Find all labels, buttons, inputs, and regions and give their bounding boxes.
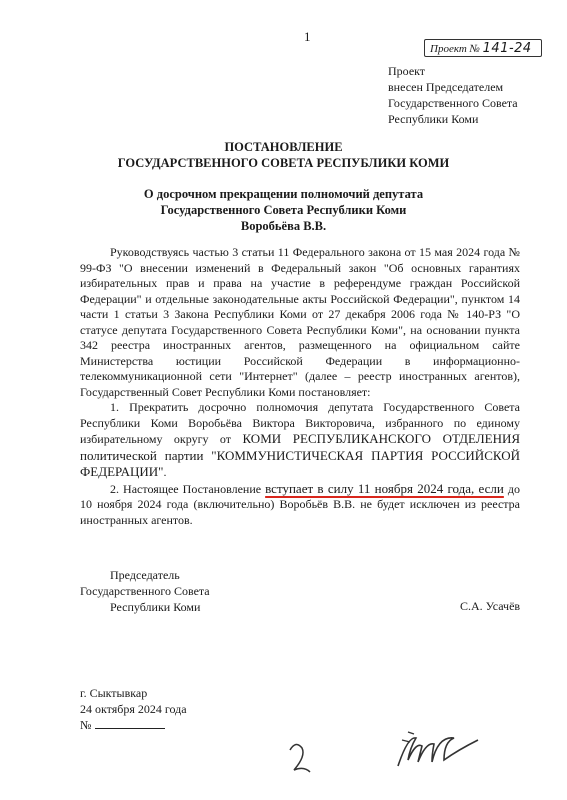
signature-mark <box>402 732 414 742</box>
subject-line: Воробьёва В.В. <box>240 219 327 233</box>
document-title <box>0 139 567 171</box>
document-subject <box>0 186 567 234</box>
item-2-underlined: вступает в силу 11 ноября 2024 года, если <box>265 480 504 496</box>
item-2-paragraph <box>80 481 520 529</box>
preamble-paragraph: Руководствуясь частью 3 статьи 11 Федерального закона от 15 мая 2024 года № 99-ФЗ "О внесении изменений в Федеральный закон "Об основных гарантиях избирательных прав и права на участие в референдуме граждан Российской Федерации" и отдельные законодательные акты Российской Федерации", пунктом 14 части 1 статьи 3 Закона Республики Коми от 27 декабря 2006 года № 140-РЗ "О статусе депутата Государственного Совета Республики Коми", на основании пункта 342 реестра иностранных агентов, размещенного на официальном сайте Министерства юстиции Российской Федерации в информационно-телекоммуникационной сети "Интернет" (далее – реестр иностранных агентов), Государственный Совет Республики Коми постановляет: <box>80 245 520 399</box>
subject-line: О досрочном прекращении полномочий депутата <box>143 187 424 201</box>
submitted-line: Республики Коми <box>388 112 479 126</box>
signature-mark <box>398 738 478 766</box>
item-1-text: 1. Прекратить досрочно полномочия депутата Государственного Совета Республики Коми Воробьёва Виктора Викторовича, избранного по единому избирательному округу от <box>80 400 520 446</box>
date: 24 октября 2024 года <box>80 702 187 716</box>
title-line: ПОСТАНОВЛЕНИЕ <box>224 140 343 154</box>
city: г. Сыктывкар <box>80 686 148 700</box>
number-line <box>80 717 187 733</box>
signer-name: С.А. Усачёв <box>460 599 521 613</box>
submitted-line: Проект <box>388 64 426 78</box>
signer-line: Председатель <box>110 568 180 582</box>
subject-line: Государственного Совета Республики Коми <box>160 203 407 217</box>
number-label: № <box>80 718 92 732</box>
signature-mark <box>290 744 310 772</box>
place-date-block <box>80 685 187 733</box>
resolution-body <box>80 245 520 528</box>
item-1-party: КОМИ РЕСПУБЛИКАНСКОГО ОТДЕЛЕНИЯ политической партии "КОММУНИСТИЧЕСКАЯ ПАРТИЯ РОССИЙСКОЙ ФЕДЕРАЦИИ" <box>80 431 521 479</box>
stamp-label: Проект № <box>430 43 480 55</box>
handwritten-signature <box>280 722 500 782</box>
item-2-after: до 10 ноября 2024 года (включительно) Воробьёв В.В. не будет исключен из реестра иностранных агентов. <box>80 481 521 527</box>
submitted-line: внесен Председателем <box>388 80 504 94</box>
item-2-before: 2. Настоящее Постановление <box>110 481 262 496</box>
stamp-number: 141-24 <box>482 41 532 56</box>
number-blank <box>95 717 165 729</box>
item-1-end: . <box>163 465 167 479</box>
submitted-line: Государственного Совета <box>388 96 518 110</box>
project-number-stamp <box>424 39 542 57</box>
signer-line: Государственного Совета <box>80 584 210 598</box>
signer-line: Республики Коми <box>110 600 201 614</box>
signer-block <box>80 567 210 615</box>
title-line: ГОСУДАРСТВЕННОГО СОВЕТА РЕСПУБЛИКИ КОМИ <box>117 156 450 170</box>
item-1-paragraph <box>80 400 520 481</box>
page-number: 1 <box>304 29 311 44</box>
submitted-by-block <box>388 63 518 127</box>
